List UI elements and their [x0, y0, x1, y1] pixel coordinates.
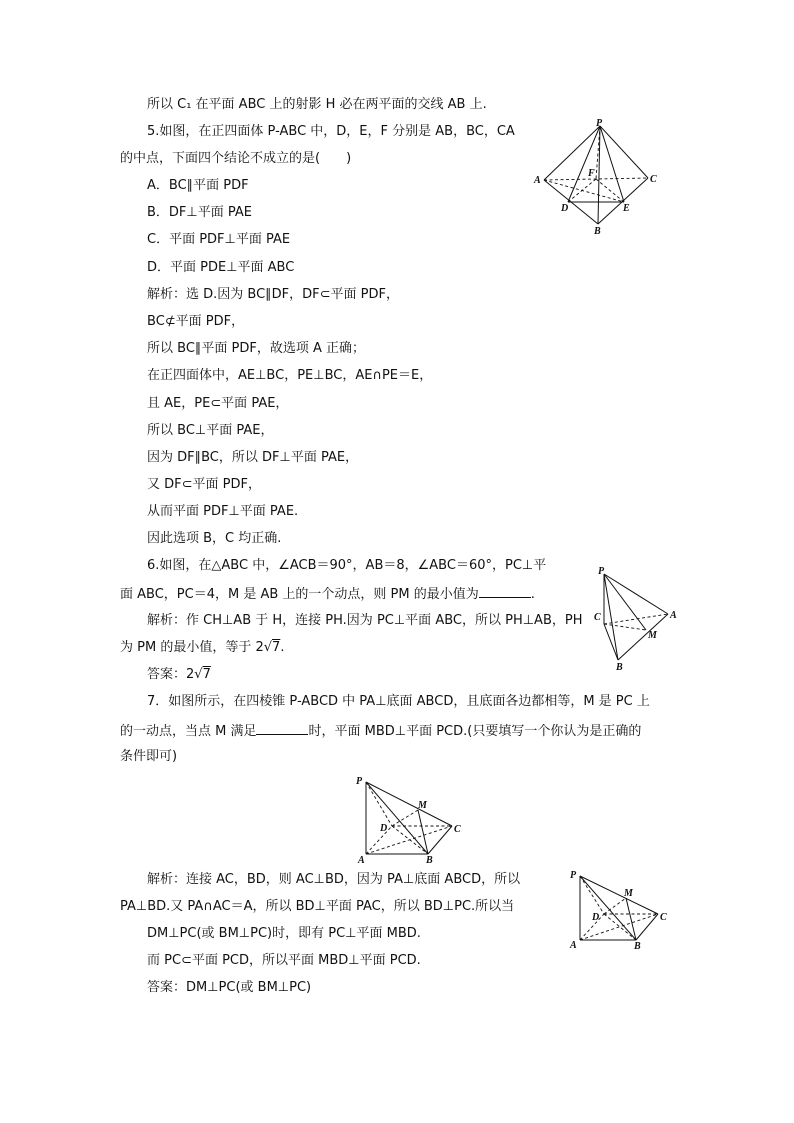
- solution-line: 所以 BC⊥平面 PAE，: [147, 423, 274, 438]
- vertex-label: P: [570, 870, 577, 881]
- solution-text: 为 PM 的最小值，等于 2: [120, 640, 264, 655]
- vertex-label: B: [426, 855, 433, 866]
- vertex-label: D: [380, 823, 388, 834]
- question-7-stem-cont: [120, 722, 641, 740]
- pyramid-figure-small: [566, 866, 678, 952]
- vertex-label: P: [598, 566, 605, 577]
- sqrt-radicand: 7: [202, 667, 211, 682]
- option-b: B．DF⊥平面 PAE: [147, 205, 252, 220]
- answer-line: 答案：DM⊥PC(或 BM⊥PC): [147, 980, 312, 995]
- pyramid-figure: [352, 774, 472, 866]
- option-c: C．平面 PDF⊥平面 PAE: [147, 232, 291, 247]
- sqrt-symbol: √: [194, 667, 203, 682]
- vertex-label: C: [650, 174, 657, 185]
- vertex-label: A: [570, 940, 577, 951]
- answer-line: [147, 667, 211, 683]
- solution-line: [120, 640, 284, 656]
- vertex-label: F: [588, 168, 595, 179]
- solution-line: 又 DF⊂平面 PDF，: [147, 477, 261, 492]
- solution-line: 因为 DF∥BC，所以 DF⊥平面 PAE，: [147, 450, 359, 465]
- solution-line: BC⊄平面 PDF，: [147, 314, 245, 329]
- tetrahedron-figure: [530, 118, 660, 238]
- vertex-label: P: [596, 118, 603, 129]
- question-7-stem: 7．如图所示，在四棱锥 P-ABCD 中 PA⊥底面 ABCD，且底面各边都相等，M 是 PC 上: [147, 694, 650, 709]
- solution-line: 从而平面 PDF⊥平面 PAE.: [147, 504, 299, 519]
- solution-line: 而 PC⊂平面 PCD，所以平面 MBD⊥平面 PCD.: [147, 953, 421, 968]
- solution-line: 解析：连接 AC，BD，则 AC⊥BD，因为 PA⊥底面 ABCD，所以: [147, 872, 521, 887]
- solution-line: PA⊥BD.又 PA∩AC＝A，所以 BD⊥平面 PAC，所以 BD⊥PC.所以当: [120, 899, 515, 914]
- question-6-period: .: [530, 587, 535, 602]
- vertex-label: M: [648, 630, 657, 641]
- vertex-label: M: [418, 800, 427, 811]
- vertex-label: A: [358, 855, 365, 866]
- vertex-label: C: [660, 912, 667, 923]
- answer-blank: [479, 585, 531, 598]
- solution-line: DM⊥PC(或 BM⊥PC)时，即有 PC⊥平面 MBD.: [147, 926, 421, 941]
- question-6-text: 面 ABC，PC＝4，M 是 AB 上的一个动点，则 PM 的最小值为: [120, 587, 479, 602]
- solution-period: .: [280, 640, 285, 655]
- solution-line: 解析：选 D.因为 BC∥DF，DF⊂平面 PDF，: [147, 287, 400, 302]
- sqrt-symbol: √: [263, 640, 273, 655]
- question-5-stem-cont: 的中点，下面四个结论不成立的是( ): [120, 151, 352, 166]
- question-6-stem: 6.如图，在△ABC 中，∠ACB＝90°，AB＝8，∠ABC＝60°，PC⊥平: [147, 558, 547, 573]
- vertex-label: D: [561, 203, 569, 214]
- solution-line: 解析：作 CH⊥AB 于 H，连接 PH.因为 PC⊥平面 ABC，所以 PH⊥AB，PH: [147, 613, 583, 628]
- vertex-label: M: [624, 888, 633, 899]
- vertex-label: P: [356, 776, 363, 787]
- question-7-stem-end: 条件即可): [120, 749, 178, 764]
- answer-text: 答案：2: [147, 667, 195, 682]
- vertex-label: B: [616, 662, 623, 673]
- question-6-stem-cont: [120, 585, 535, 603]
- vertex-label: A: [534, 175, 541, 186]
- vertex-label: C: [454, 824, 461, 835]
- option-a: A．BC∥平面 PDF: [147, 178, 249, 193]
- answer-blank: [256, 722, 308, 735]
- vertex-label: C: [594, 612, 601, 623]
- solution-line: 在正四面体中，AE⊥BC，PE⊥BC，AE∩PE＝E，: [147, 368, 433, 383]
- solution-line: 且 AE，PE⊂平面 PAE，: [147, 396, 289, 411]
- triangle-figure: [588, 562, 688, 674]
- vertex-label: E: [623, 203, 630, 214]
- vertex-label: B: [594, 226, 601, 237]
- solution-line: 所以 BC∥平面 PDF，故选项 A 正确；: [147, 341, 366, 356]
- solution-line: 因此选项 B，C 均正确.: [147, 531, 282, 546]
- question-7-text: 的一动点，当点 M 满足: [120, 724, 257, 739]
- text-line: 所以 C₁ 在平面 ABC 上的射影 H 必在两平面的交线 AB 上.: [147, 97, 487, 112]
- sqrt-radicand: 7: [272, 640, 281, 655]
- option-d: D．平面 PDE⊥平面 ABC: [147, 260, 295, 275]
- vertex-label: D: [592, 912, 600, 923]
- vertex-label: A: [670, 610, 677, 621]
- question-7-text-tail: 时，平面 MBD⊥平面 PCD.(只要填写一个你认为是正确的: [308, 724, 642, 739]
- vertex-label: B: [634, 941, 641, 952]
- question-5-stem: 5.如图，在正四面体 P-ABC 中，D，E，F 分别是 AB，BC，CA: [147, 124, 515, 139]
